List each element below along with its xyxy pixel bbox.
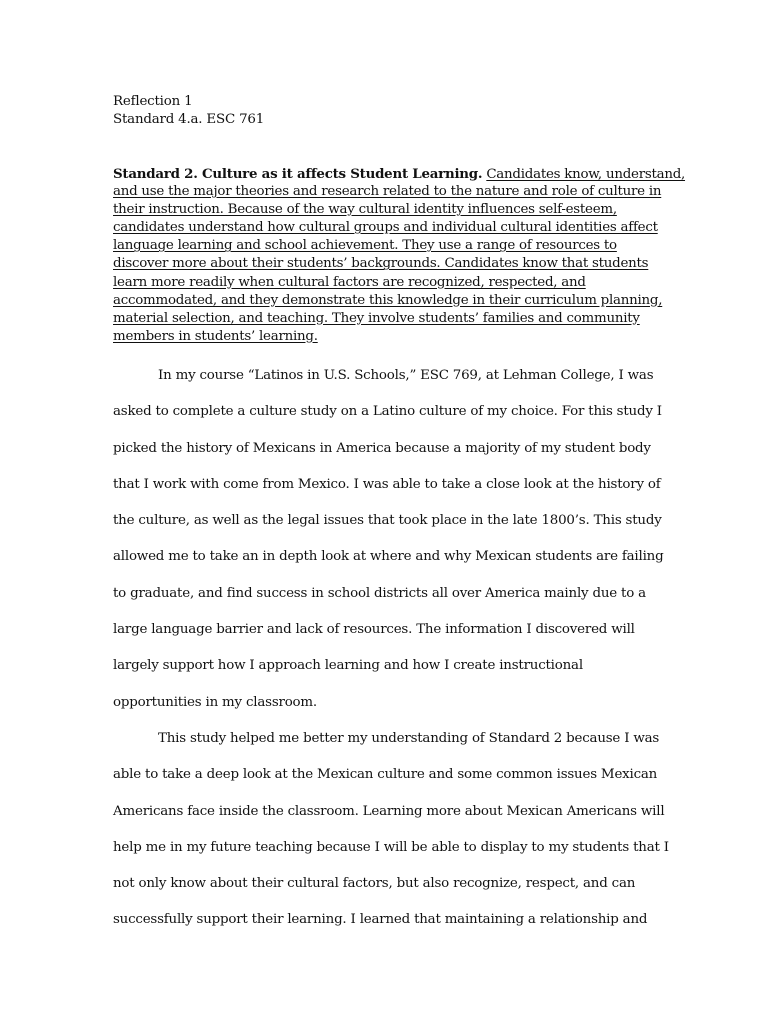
body-line: to graduate, and find success in school districts all over America mainly due to a (113, 585, 646, 601)
standard-line: material selection, and teaching. They involve students’ families and community (113, 310, 640, 326)
body-line: not only know about their cultural factors, but also recognize, respect, and can (113, 876, 636, 892)
standard-line: members in students’ learning. (113, 328, 318, 344)
body-line: asked to complete a culture study on a Latino culture of my choice. For this study I (113, 404, 662, 420)
body-line: large language barrier and lack of resources. The information I discovered will (113, 622, 635, 638)
document-heading (113, 93, 264, 129)
standard-line: and use the major theories and research related to the nature and role of culture in (113, 184, 662, 200)
standard-line: language learning and school achievement. They use a range of resources to (113, 238, 617, 254)
body-line: largely support how I approach learning and how I create instructional (113, 658, 583, 674)
standard-line: their instruction. Because of the way cultural identity influences self-esteem, (113, 202, 617, 218)
standard-line: discover more about their students’ backgrounds. Candidates know that students (113, 256, 649, 272)
standard-block (113, 165, 686, 346)
body-line: Americans face inside the classroom. Learning more about Mexican Americans will (113, 803, 665, 819)
body-line: This study helped me better my understanding of Standard 2 because I was (158, 730, 660, 746)
standard-line: accommodated, and they demonstrate this knowledge in their curriculum planning, (113, 292, 663, 308)
body-line: picked the history of Mexicans in America because a majority of my student body (113, 440, 651, 456)
standard-line (113, 165, 686, 183)
body-line: help me in my future teaching because I will be able to display to my students that I (113, 839, 669, 855)
body-line: able to take a deep look at the Mexican culture and some common issues Mexican (113, 767, 658, 783)
body-line: the culture, as well as the legal issues that took place in the late 1800’s. This study (113, 513, 662, 529)
reflection-title: Reflection 1 (113, 94, 193, 109)
standard-line: learn more readily when cultural factors are recognized, respected, and (113, 274, 586, 290)
body-line: successfully support their learning. I learned that maintaining a relationship and (113, 912, 648, 928)
body-line: allowed me to take an in depth look at where and why Mexican students are failing (113, 549, 664, 565)
body-line: opportunities in my classroom. (113, 694, 317, 710)
standard-line: candidates understand how cultural groups and individual cultural identities affect (113, 220, 658, 236)
body-line: In my course “Latinos in U.S. Schools,” ESC 769, at Lehman College, I was (158, 368, 654, 383)
standard-bold-title: Standard 2. Culture as it affects Student Learning. (113, 166, 483, 182)
standard-reference: Standard 4.a. ESC 761 (113, 112, 265, 127)
standard-underlined-text: Candidates know, understand, (486, 167, 686, 182)
reflection-body (113, 366, 669, 947)
body-line: that I work with come from Mexico. I was able to take a close look at the history of (113, 476, 661, 492)
